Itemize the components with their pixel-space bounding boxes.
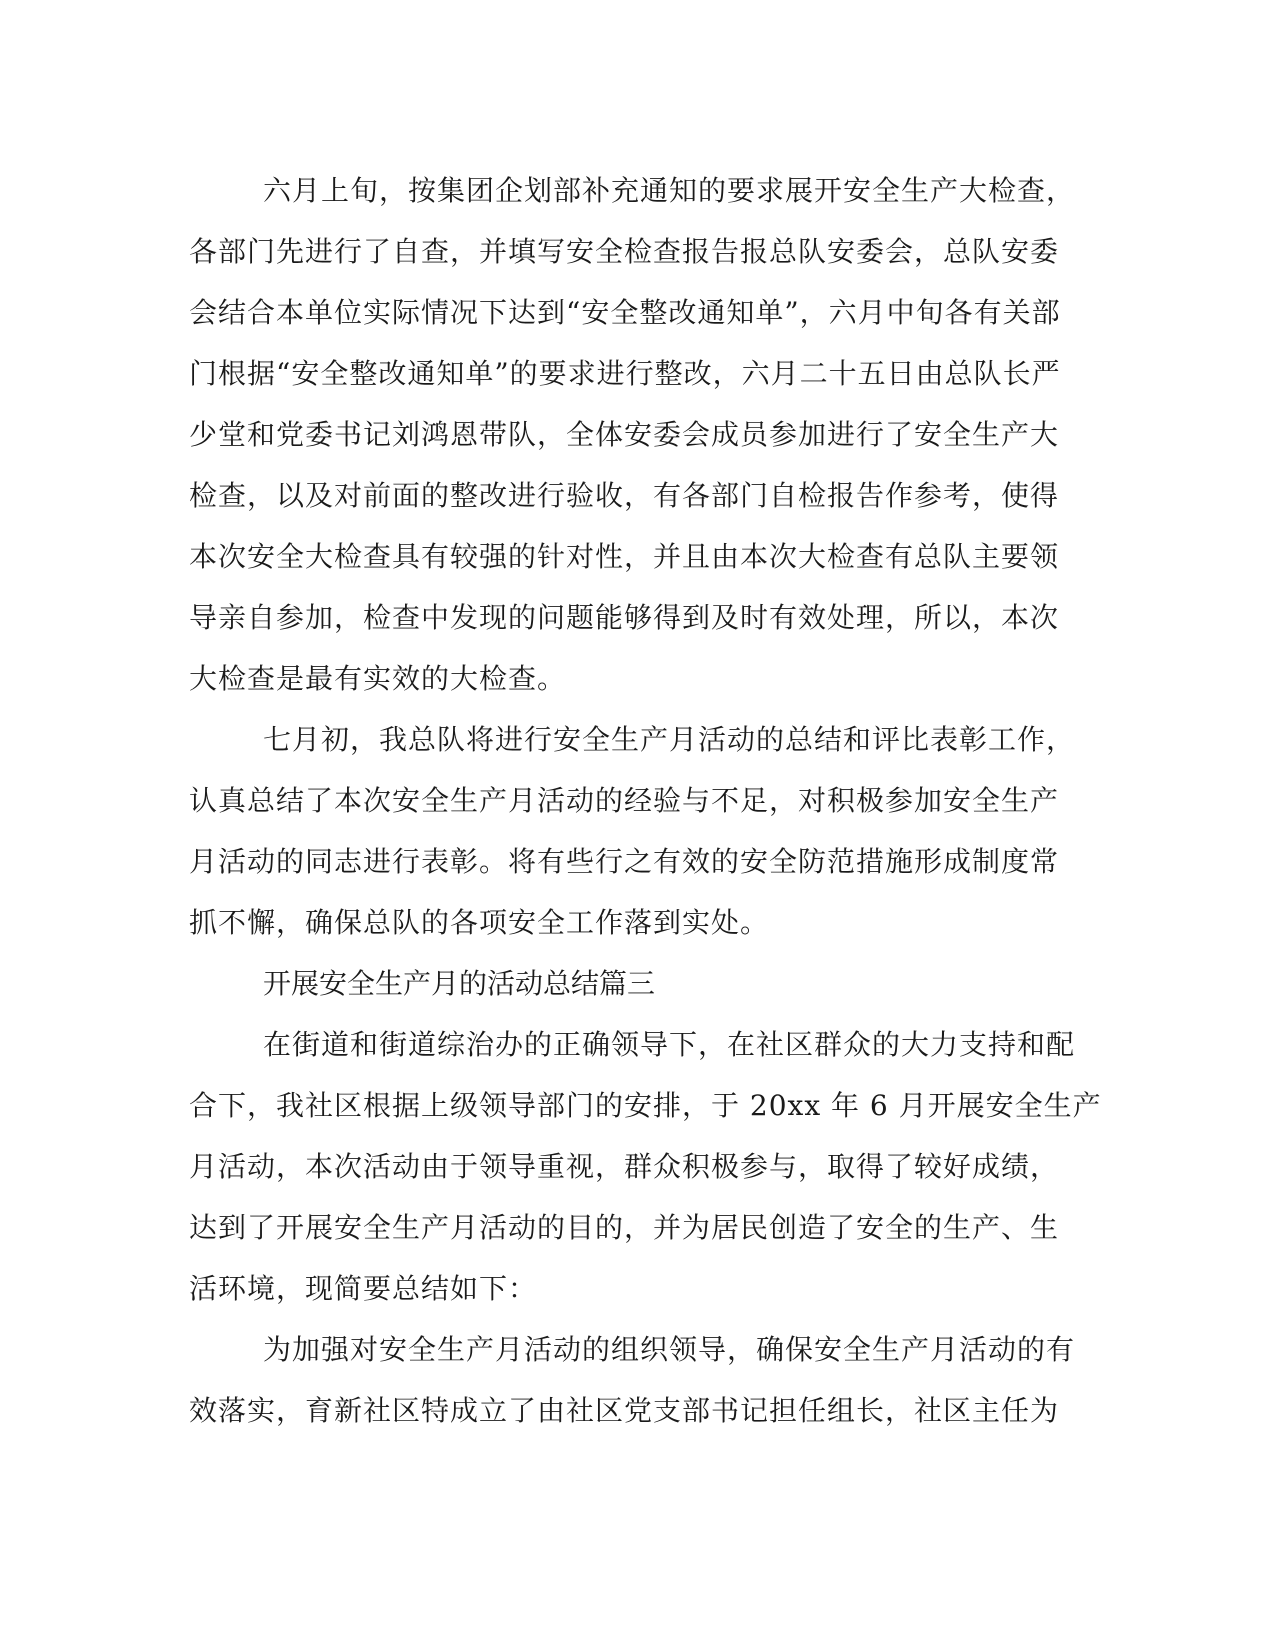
paragraph-line: 抓不懈，确保总队的各项安全工作落到实处。 [189,906,770,939]
section-heading: 开展安全生产月的活动总结篇三 [263,967,656,1000]
paragraph-line: 七月初，我总队将进行安全生产月活动的总结和评比表彰工作， [263,723,1076,756]
document-body [189,160,1102,1441]
paragraph-line: 认真总结了本次安全生产月活动的经验与不足，对积极参加安全生产 [189,784,1060,817]
paragraph-line: 检查，以及对前面的整改进行验收，有各部门自检报告作参考，使得 [189,479,1060,512]
paragraph-line: 月活动，本次活动由于领导重视，群众积极参与，取得了较好成绩， [189,1150,1060,1183]
paragraph-line: 大检查是最有实效的大检查。 [189,662,567,695]
paragraph-line: 门根据“安全整改通知单”的要求进行整改，六月二十五日由总队长严 [189,357,1061,390]
paragraph-line: 六月上旬，按集团企划部补充通知的要求展开安全生产大检查， [263,174,1076,207]
paragraph-line: 活环境，现简要总结如下： [189,1272,538,1305]
paragraph-line: 月活动的同志进行表彰。将有些行之有效的安全防范措施形成制度常 [189,845,1060,878]
paragraph-line: 会结合本单位实际情况下达到“安全整改通知单”，六月中旬各有关部 [189,296,1061,329]
paragraph-line: 效落实，育新社区特成立了由社区党支部书记担任组长，社区主任为 [189,1394,1060,1427]
paragraph-line: 导亲自参加，检查中发现的问题能够得到及时有效处理，所以，本次 [189,601,1060,634]
paragraph-line: 本次安全大检查具有较强的针对性，并且由本次大检查有总队主要领 [189,540,1060,573]
paragraph-line: 在街道和街道综治办的正确领导下，在社区群众的大力支持和配 [263,1028,1076,1061]
paragraph-line: 合下，我社区根据上级领导部门的安排，于 20xx 年 6 月开展安全生产 [189,1089,1102,1122]
paragraph-line: 达到了开展安全生产月活动的目的，并为居民创造了安全的生产、生 [189,1211,1060,1244]
paragraph-line: 各部门先进行了自查，并填写安全检查报告报总队安委会，总队安委 [189,235,1060,268]
paragraph-line: 为加强对安全生产月活动的组织领导，确保安全生产月活动的有 [263,1333,1076,1366]
paragraph-line: 少堂和党委书记刘鸿恩带队，全体安委会成员参加进行了安全生产大 [189,418,1060,451]
